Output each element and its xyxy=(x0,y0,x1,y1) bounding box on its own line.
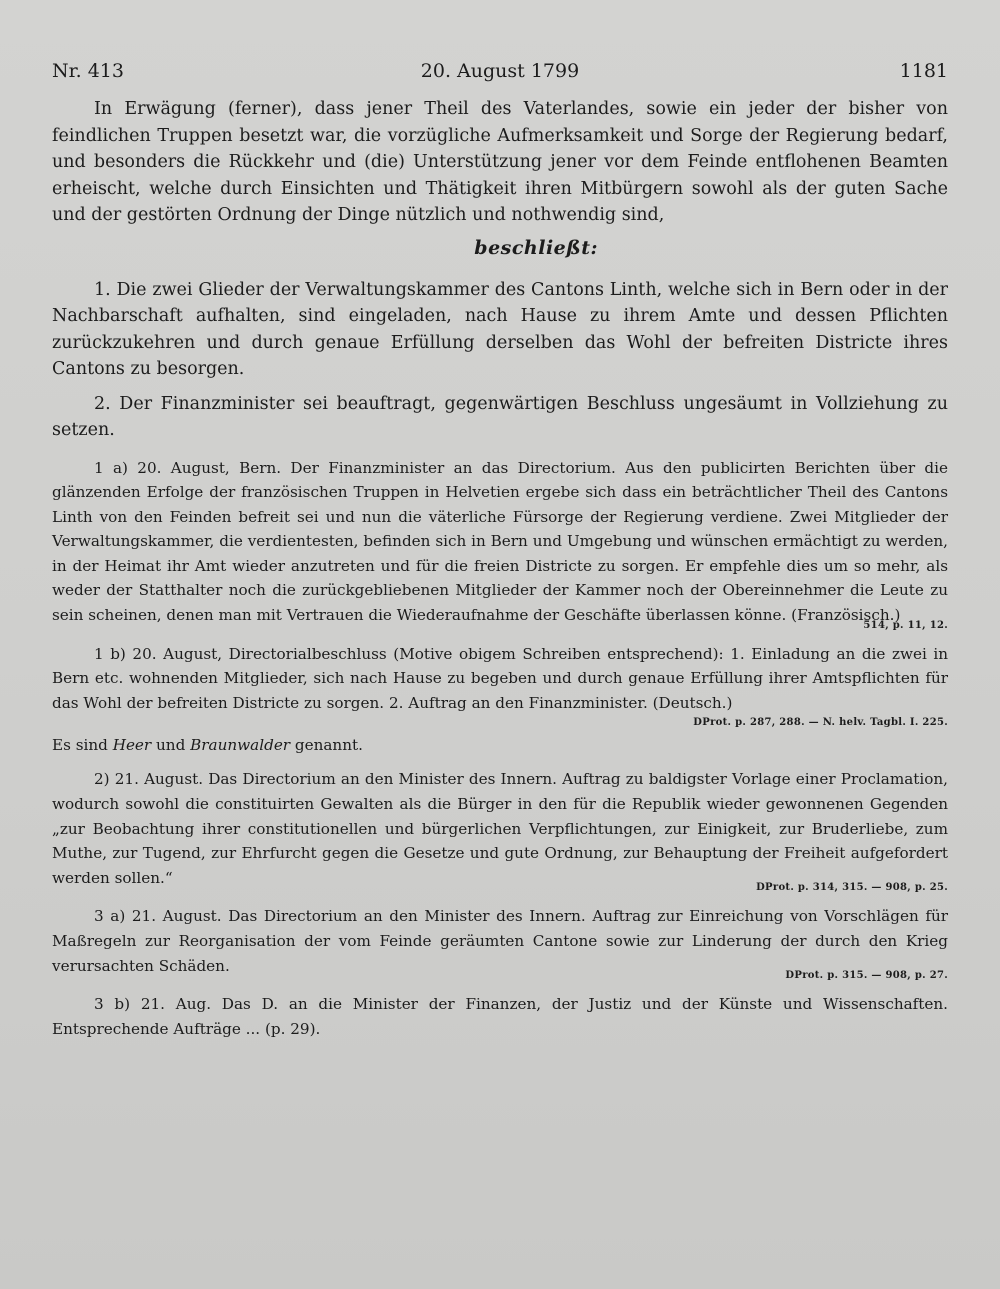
names-suffix: genannt. xyxy=(290,736,363,755)
note-1b-reference: DProt. p. 287, 288. — N. helv. Tagbl. I. 225. xyxy=(693,717,948,729)
note-3b: 3 b) 21. Aug. Das D. an die Minister der Finanzen, der Justiz und der Künste und Wissenschaften. Entsprechende Aufträge ... (p. 29). xyxy=(52,995,948,1038)
note-1b: 1 b) 20. August, Directorialbeschluss (Motive obigem Schreiben entsprechend): 1. Einladung an die zwei in Bern etc. wohnenden Mitglieder, sich nach Hause zu begeben und durch genaue Erfüllung ihrer Amtspflichten für das Wohl der befreiten Districte zu sorgen. 2. Auftrag an den Finanzminister. (Deutsch.) xyxy=(52,644,948,712)
article-2: 2. Der Finanzminister sei beauftragt, gegenwärtigen Beschluss ungesäumt in Vollziehung zu setzen. xyxy=(52,393,948,440)
note-2: 2) 21. August. Das Directorium an den Minister des Innern. Auftrag zu baldigster Vorlage einer Proclamation, wodurch sowohl die constituirten Gewalten als die Bürger in den für die Republik wieder gewonnenen Gegenden „zur Beobachtung ihrer constitutionellen und bürgerlichen Verpflichtungen, zur Einigkeit, zur Bruderliebe, zum Muthe, zur Tugend, zur Ehrfurcht gegen die Gesetze und gute Ordnung, zur Behauptung der Freiheit aufgefordert werden sollen.“ xyxy=(52,770,948,887)
names-prefix: Es sind xyxy=(52,736,113,755)
resolution-heading: beschließt: xyxy=(474,236,598,259)
note-2-reference: DProt. p. 314, 315. — 908, p. 25. xyxy=(756,882,948,894)
page-date: 20. August 1799 xyxy=(420,60,580,82)
name-heer: Heer xyxy=(112,736,152,755)
page-content xyxy=(52,96,948,1041)
note-3a-reference: DProt. p. 315. — 908, p. 27. xyxy=(785,970,948,982)
page-header xyxy=(52,60,948,88)
document-number: Nr. 413 xyxy=(52,60,124,82)
page-number: 1181 xyxy=(899,60,948,82)
article-1: 1. Die zwei Glieder der Verwaltungskammer des Cantons Linth, welche sich in Bern oder in der Nachbarschaft aufhalten, sind eingeladen, nach Hause zu ihrem Amte und dessen Pflichten zurückzukehren und durch genaue Erfüllung derselben das Wohl der befreiten Districte ihres Cantons zu besorgen. xyxy=(52,279,948,379)
name-braunwalder: Braunwalder xyxy=(190,736,291,755)
note-1a-reference: 514, p. 11, 12. xyxy=(863,619,948,631)
note-1a: 1 a) 20. August, Bern. Der Finanzminister an das Directorium. Aus den publicirten Berichten über die glänzenden Erfolge der französischen Truppen in Helvetien ergebe sich dass ein beträchtlicher Theil des Cantons Linth von den Feinden befreit sei und nun die väterliche Fürsorge der Regierung verdiene. Zwei Mitglieder der Verwaltungskammer, die verdientesten, befinden sich in Bern und Umgebung und wünschen ermächtigt zu werden, in der Heimat ihr Amt wieder anzutreten und für die freien Districte zu sorgen. Er empfehle dies um so mehr, als weder der Statthalter noch die zurückgebliebenen Mitglieder der Kammer noch der Obereinnehmer die Leute zu sein scheinen, denen man mit Vertrauen die Wiederaufnahme der Geschäfte überlassen könne. (Französisch.) xyxy=(52,458,948,625)
note-1b-names xyxy=(52,733,948,757)
note-3a: 3 a) 21. August. Das Directorium an den Minister des Innern. Auftrag zur Einreichung von Vorschlägen für Maßregeln zur Reorganisation der vom Feinde geräumten Cantone sowie zur Linderung der durch den Krieg verursachten Schäden. xyxy=(52,907,948,975)
preamble-paragraph: In Erwägung (ferner), dass jener Theil des Vaterlandes, sowie ein jeder der bisher von feindlichen Truppen besetzt war, die vorzügliche Aufmerksamkeit und Sorge der Regierung bedarf, und besonders die Rückkehr und (die) Unterstützung jener vor dem Feinde entflohenen Beamten erheischt, welche durch Einsichten und Thätigkeit ihren Mitbürgern sowohl als der guten Sache und der gestörten Ordnung der Dinge nützlich und nothwendig sind, xyxy=(52,99,948,225)
names-mid: und xyxy=(151,736,191,755)
